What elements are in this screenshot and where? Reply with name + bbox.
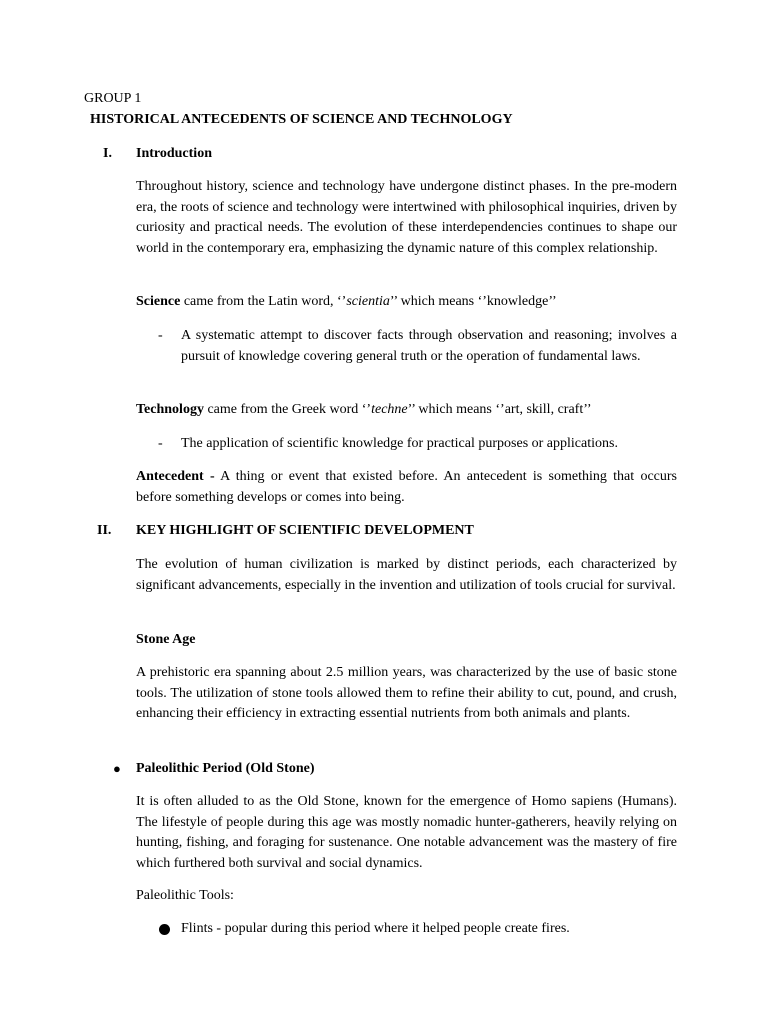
science-end: ’’ which means ‘’knowledge’’	[389, 294, 557, 309]
technology-mid: came from the Greek word ‘’	[203, 402, 372, 417]
bullet-icon	[159, 924, 170, 935]
science-definition-line	[136, 292, 677, 313]
technology-dash: -	[158, 436, 163, 451]
bullet-icon: ●	[113, 761, 121, 776]
section-1-heading: Introduction	[136, 146, 212, 161]
paleolithic-heading: Paleolithic Period (Old Stone)	[136, 761, 315, 776]
section-2-heading: KEY HIGHLIGHT OF SCIENTIFIC DEVELOPMENT	[136, 523, 474, 538]
technology-word: techne	[371, 402, 408, 417]
technology-end: ’’ which means ‘’art, skill, craft’’	[407, 402, 592, 417]
section-2-intro: The evolution of human civilization is marked by distinct periods, each characterized by significant advancements, especially in the invention and utilization of tools crucial for survival.	[136, 557, 677, 593]
document-title: HISTORICAL ANTECEDENTS OF SCIENCE AND TECHNOLOGY	[90, 112, 513, 127]
science-word: scientia	[346, 294, 390, 309]
technology-explanation: The application of scientific knowledge for practical purposes or applications.	[181, 436, 618, 451]
list-item: Flints - popular during this period where it helped people create fires.	[181, 921, 570, 936]
intro-paragraph: Throughout history, science and technology have undergone distinct phases. In the pre-modern era, the roots of science and technology were intertwined with philosophical inquiries, driven by curiosity and practical needs. The evolution of these interdependencies continues to shape our world in the contemporary era, emphasizing the dynamic nature of this complex relationship.	[136, 179, 677, 256]
section-2-numeral: II.	[97, 523, 112, 538]
antecedent-paragraph	[136, 467, 677, 508]
section-1-numeral: I.	[103, 146, 112, 161]
technology-term: Technology	[136, 402, 204, 417]
science-mid: came from the Latin word, ‘’	[180, 294, 347, 309]
stone-age-heading: Stone Age	[136, 632, 196, 647]
science-term: Science	[136, 294, 181, 309]
technology-definition-line	[136, 400, 677, 421]
paleolithic-paragraph: It is often alluded to as the Old Stone, known for the emergence of Homo sapiens (Humans). The lifestyle of people during this age was mostly nomadic hunter-gatherers, heavily relying on hunting, fishing, and foraging for sustenance. One notable advancement was the mastery of fire which furthered both survival and social dynamics.	[136, 794, 677, 871]
science-dash: -	[158, 328, 163, 343]
stone-age-paragraph: A prehistoric era spanning about 2.5 million years, was characterized by the use of basic stone tools. The utilization of stone tools allowed them to refine their ability to cut, pound, and crush, enhancing their efficiency in extracting essential nutrients from both animals and plants.	[136, 665, 677, 721]
antecedent-term: Antecedent -	[136, 469, 215, 484]
antecedent-definition: A thing or event that existed before. An antecedent is something that occurs before something develops or comes into being.	[136, 469, 677, 505]
science-explanation: A systematic attempt to discover facts through observation and reasoning; involves a pursuit of knowledge covering general truth or the operation of fundamental laws.	[181, 328, 677, 364]
group-label: GROUP 1	[84, 91, 142, 106]
paleolithic-tools-label: Paleolithic Tools:	[136, 888, 234, 903]
